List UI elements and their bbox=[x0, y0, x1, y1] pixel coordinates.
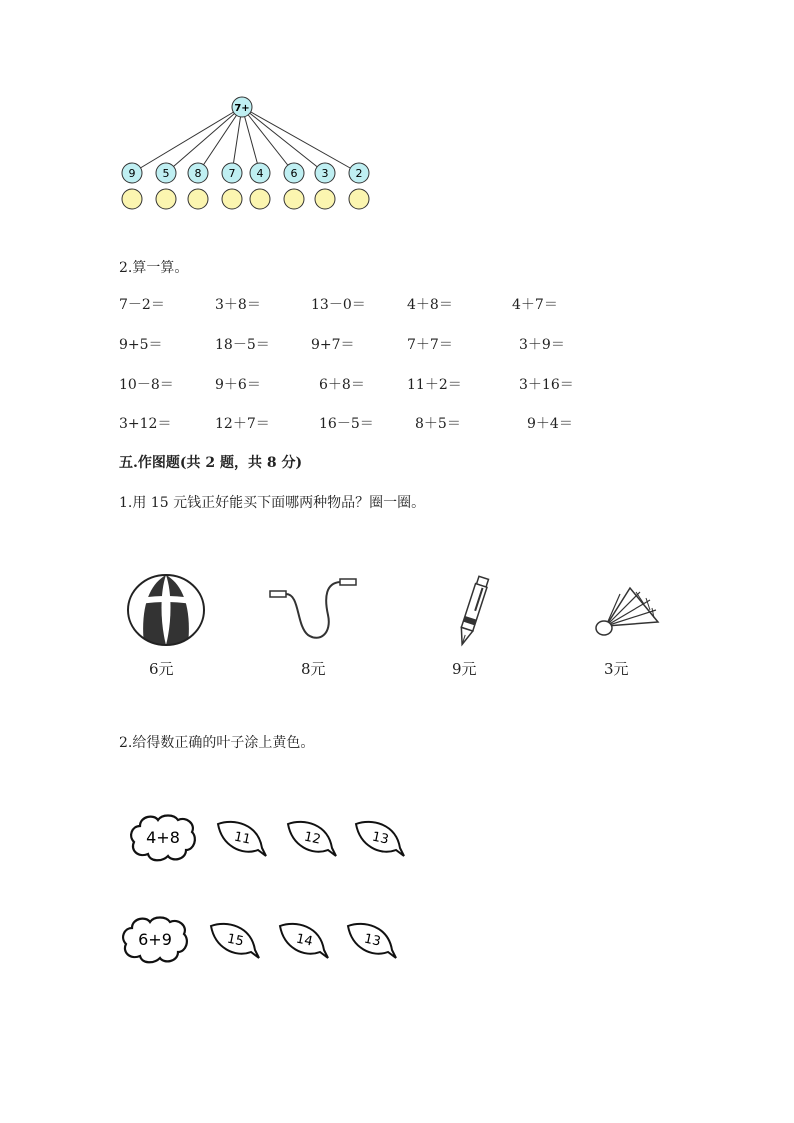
svg-text:4: 4 bbox=[256, 167, 264, 180]
leaf-option[interactable] bbox=[344, 920, 398, 960]
beach-ball-icon[interactable] bbox=[124, 572, 208, 648]
question-text: 2.给得数正确的叶子涂上黄色。 bbox=[119, 735, 315, 751]
calc-item: 8＋5＝ bbox=[415, 416, 461, 432]
answer-circle[interactable] bbox=[222, 189, 242, 209]
calc-item: 9+5＝ bbox=[119, 337, 163, 353]
svg-text:4+8: 4+8 bbox=[146, 828, 180, 847]
svg-text:7: 7 bbox=[228, 167, 236, 180]
calc-item: 18－5＝ bbox=[215, 337, 270, 353]
tree-node bbox=[284, 163, 304, 183]
price-label: 9元 bbox=[452, 660, 477, 678]
tree-node bbox=[222, 163, 242, 183]
tree-node bbox=[188, 163, 208, 183]
calc-item: 11＋2＝ bbox=[407, 377, 462, 393]
answer-circle[interactable] bbox=[188, 189, 208, 209]
svg-text:7+: 7+ bbox=[234, 103, 250, 114]
answer-circle[interactable] bbox=[315, 189, 335, 209]
price-label: 8元 bbox=[301, 660, 326, 678]
calc-item: 10－8＝ bbox=[119, 377, 174, 393]
addition-tree-diagram bbox=[110, 92, 390, 217]
calc-item: 6＋8＝ bbox=[319, 377, 365, 393]
tree-node bbox=[156, 163, 176, 183]
tree-node bbox=[315, 163, 335, 183]
svg-text:9: 9 bbox=[128, 167, 136, 180]
answer-circle[interactable] bbox=[156, 189, 176, 209]
jump-rope-icon[interactable] bbox=[266, 575, 362, 647]
calc-item: 3＋16＝ bbox=[519, 377, 574, 393]
section-heading: 五.作图题(共 2 题，共 8 分) bbox=[119, 455, 303, 471]
svg-text:6: 6 bbox=[290, 167, 298, 180]
answer-circle[interactable] bbox=[250, 189, 270, 209]
calc-item: 12＋7＝ bbox=[215, 416, 270, 432]
tree-node bbox=[122, 163, 142, 183]
shuttlecock-icon[interactable] bbox=[592, 582, 662, 642]
svg-text:3: 3 bbox=[321, 167, 329, 180]
pen-icon[interactable] bbox=[452, 574, 492, 654]
calc-item: 13－0＝ bbox=[311, 297, 366, 313]
tree-node bbox=[349, 163, 369, 183]
leaf-option[interactable] bbox=[352, 818, 406, 858]
calc-item: 9＋6＝ bbox=[215, 377, 261, 393]
leaf-option[interactable] bbox=[284, 818, 338, 858]
price-label: 6元 bbox=[149, 660, 174, 678]
tree-node bbox=[250, 163, 270, 183]
answer-circle[interactable] bbox=[122, 189, 142, 209]
answer-circle[interactable] bbox=[349, 189, 369, 209]
svg-text:6+9: 6+9 bbox=[138, 930, 172, 949]
calc-item: 4＋8＝ bbox=[407, 297, 453, 313]
svg-text:13: 13 bbox=[362, 931, 382, 950]
calc-item: 9+7＝ bbox=[311, 337, 355, 353]
answer-circle[interactable] bbox=[284, 189, 304, 209]
calc-item: 9＋4＝ bbox=[527, 416, 573, 432]
calc-item: 4＋7＝ bbox=[512, 297, 558, 313]
calc-item: 7＋7＝ bbox=[407, 337, 453, 353]
svg-text:14: 14 bbox=[294, 931, 314, 950]
price-label: 3元 bbox=[604, 660, 629, 678]
svg-text:11: 11 bbox=[232, 829, 252, 848]
calc-item: 3＋9＝ bbox=[519, 337, 565, 353]
svg-text:12: 12 bbox=[302, 829, 322, 848]
cloud-expression bbox=[120, 914, 190, 966]
leaf-option[interactable] bbox=[207, 920, 261, 960]
calc-item: 7－2＝ bbox=[119, 297, 165, 313]
svg-text:13: 13 bbox=[370, 829, 390, 848]
calc-item: 3+12＝ bbox=[119, 416, 172, 432]
calc-item: 3＋8＝ bbox=[215, 297, 261, 313]
svg-text:15: 15 bbox=[225, 931, 245, 950]
question-title: 2.算一算。 bbox=[119, 260, 189, 276]
svg-text:5: 5 bbox=[162, 167, 170, 180]
question-text: 1.用 15 元钱正好能买下面哪两种物品？圈一圈。 bbox=[119, 495, 426, 511]
cloud-expression bbox=[128, 812, 198, 864]
svg-text:8: 8 bbox=[194, 167, 202, 180]
calc-item: 16－5＝ bbox=[319, 416, 374, 432]
svg-text:2: 2 bbox=[355, 167, 363, 180]
leaf-option[interactable] bbox=[276, 920, 330, 960]
tree-root bbox=[232, 97, 252, 117]
leaf-option[interactable] bbox=[214, 818, 268, 858]
